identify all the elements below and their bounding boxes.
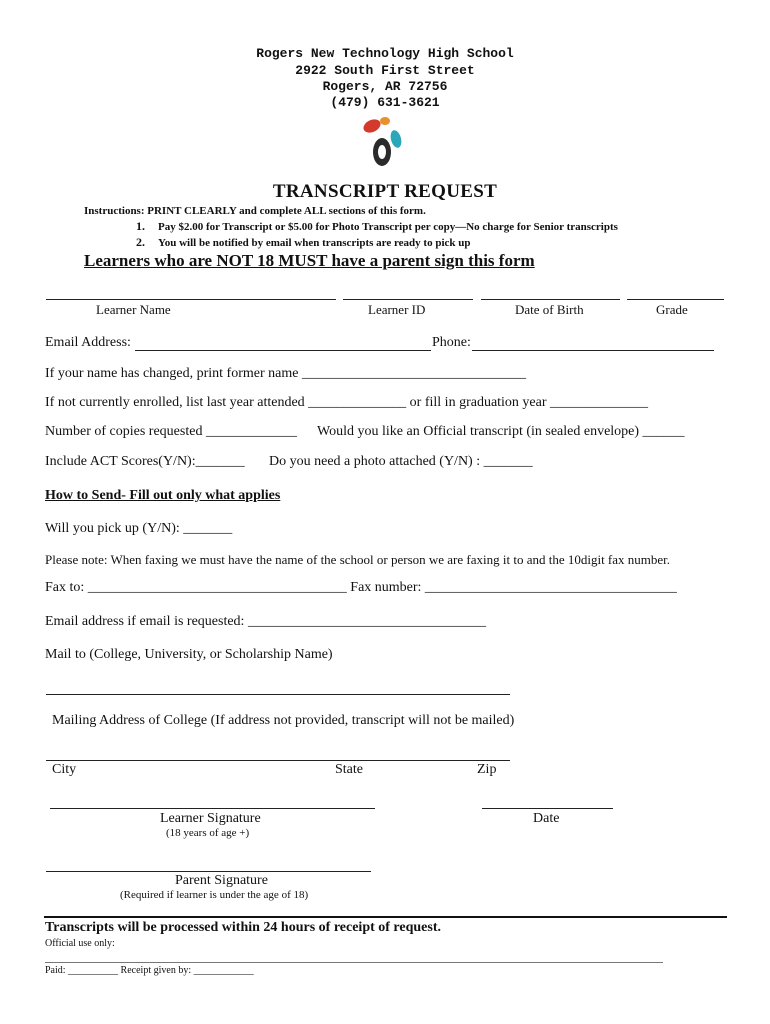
phone-label: Phone:	[432, 335, 471, 350]
instructions-intro: Instructions: PRINT CLEARLY and complete ALL sections of this form.	[84, 205, 426, 217]
date-label: Date	[533, 811, 560, 826]
how-to-send-heading: How to Send- Fill out only what applies	[45, 488, 281, 503]
email-label: Email Address:	[45, 335, 131, 350]
school-phone: (479) 631-3621	[330, 95, 440, 110]
parent-signature-label: Parent Signature	[175, 873, 268, 888]
mail-to-label: Mail to (College, University, or Scholarship Name)	[45, 647, 333, 662]
grade-label: Grade	[656, 302, 688, 317]
school-city: Rogers, AR 72756	[322, 79, 448, 94]
parent-signature-note: (Required if learner is under the age of 18)	[120, 889, 309, 901]
learner-id-line[interactable]	[343, 299, 473, 300]
fax-field[interactable]: Fax to: _____________________________________ Fax number: ____________________________________	[45, 580, 677, 595]
learner-age-note: (18 years of age +)	[166, 827, 250, 839]
copies-field[interactable]: Number of copies requested _____________	[45, 424, 297, 439]
photo-field[interactable]: Do you need a photo attached (Y/N) : _______	[269, 454, 533, 469]
paid-receipt-field[interactable]: Paid: __________ Receipt given by: ____________	[45, 965, 254, 976]
school-street: 2922 South First Street	[295, 63, 475, 78]
date-line[interactable]	[482, 808, 613, 809]
pickup-field[interactable]: Will you pick up (Y/N): _______	[45, 521, 233, 536]
learner-name-label: Learner Name	[96, 302, 171, 317]
fax-note: Please note: When faxing we must have the name of the school or person we are faxing it to and the 10digit fax number.	[45, 552, 671, 567]
school-logo	[358, 112, 408, 170]
mailing-address-label: Mailing Address of College (If address not provided, transcript will not be mailed)	[52, 713, 515, 728]
parent-sign-warning: Learners who are NOT 18 MUST have a parent sign this form	[84, 251, 535, 270]
form-title: TRANSCRIPT REQUEST	[272, 181, 498, 202]
parent-signature-line[interactable]	[46, 871, 371, 872]
instruction-text: Pay $2.00 for Transcript or $5.00 for Photo Transcript per copy—No charge for Senior transcripts	[158, 221, 618, 233]
footer-divider	[44, 916, 727, 918]
instruction-number: 2.	[136, 235, 145, 249]
email-request-field[interactable]: Email address if email is requested: __________________________________	[45, 614, 486, 629]
instruction-text: You will be notified by email when transcripts are ready to pick up	[158, 237, 471, 249]
instruction-number: 1.	[136, 219, 145, 233]
grade-line[interactable]	[627, 299, 724, 300]
city-label: City	[52, 762, 77, 777]
processing-notice: Transcripts will be processed within 24 hours of receipt of request.	[45, 920, 442, 935]
official-transcript-field[interactable]: Would you like an Official transcript (in sealed envelope) ______	[317, 424, 685, 439]
dob-label: Date of Birth	[515, 302, 584, 317]
official-use-label: Official use only:	[45, 938, 115, 949]
former-name-field[interactable]: If your name has changed, print former name ________________________________	[45, 366, 526, 381]
dob-line[interactable]	[481, 299, 620, 300]
act-scores-field[interactable]: Include ACT Scores(Y/N):_______	[45, 454, 245, 469]
learner-signature-label: Learner Signature	[160, 811, 261, 826]
instruction-item-2	[136, 235, 471, 250]
instruction-item-1	[136, 219, 618, 234]
learner-id-label: Learner ID	[368, 302, 426, 317]
state-label: State	[335, 762, 363, 777]
mailing-address-line[interactable]	[46, 760, 510, 761]
school-name: Rogers New Technology High School	[256, 46, 514, 61]
mail-to-line[interactable]	[46, 694, 510, 695]
email-field[interactable]	[135, 350, 431, 351]
zip-label: Zip	[477, 762, 497, 777]
learner-signature-line[interactable]	[50, 808, 375, 809]
learner-name-line[interactable]	[46, 299, 336, 300]
phone-field[interactable]	[472, 350, 714, 351]
official-use-line	[45, 962, 663, 963]
last-year-field[interactable]: If not currently enrolled, list last year attended ______________ or fill in graduation year ______________	[45, 395, 649, 410]
